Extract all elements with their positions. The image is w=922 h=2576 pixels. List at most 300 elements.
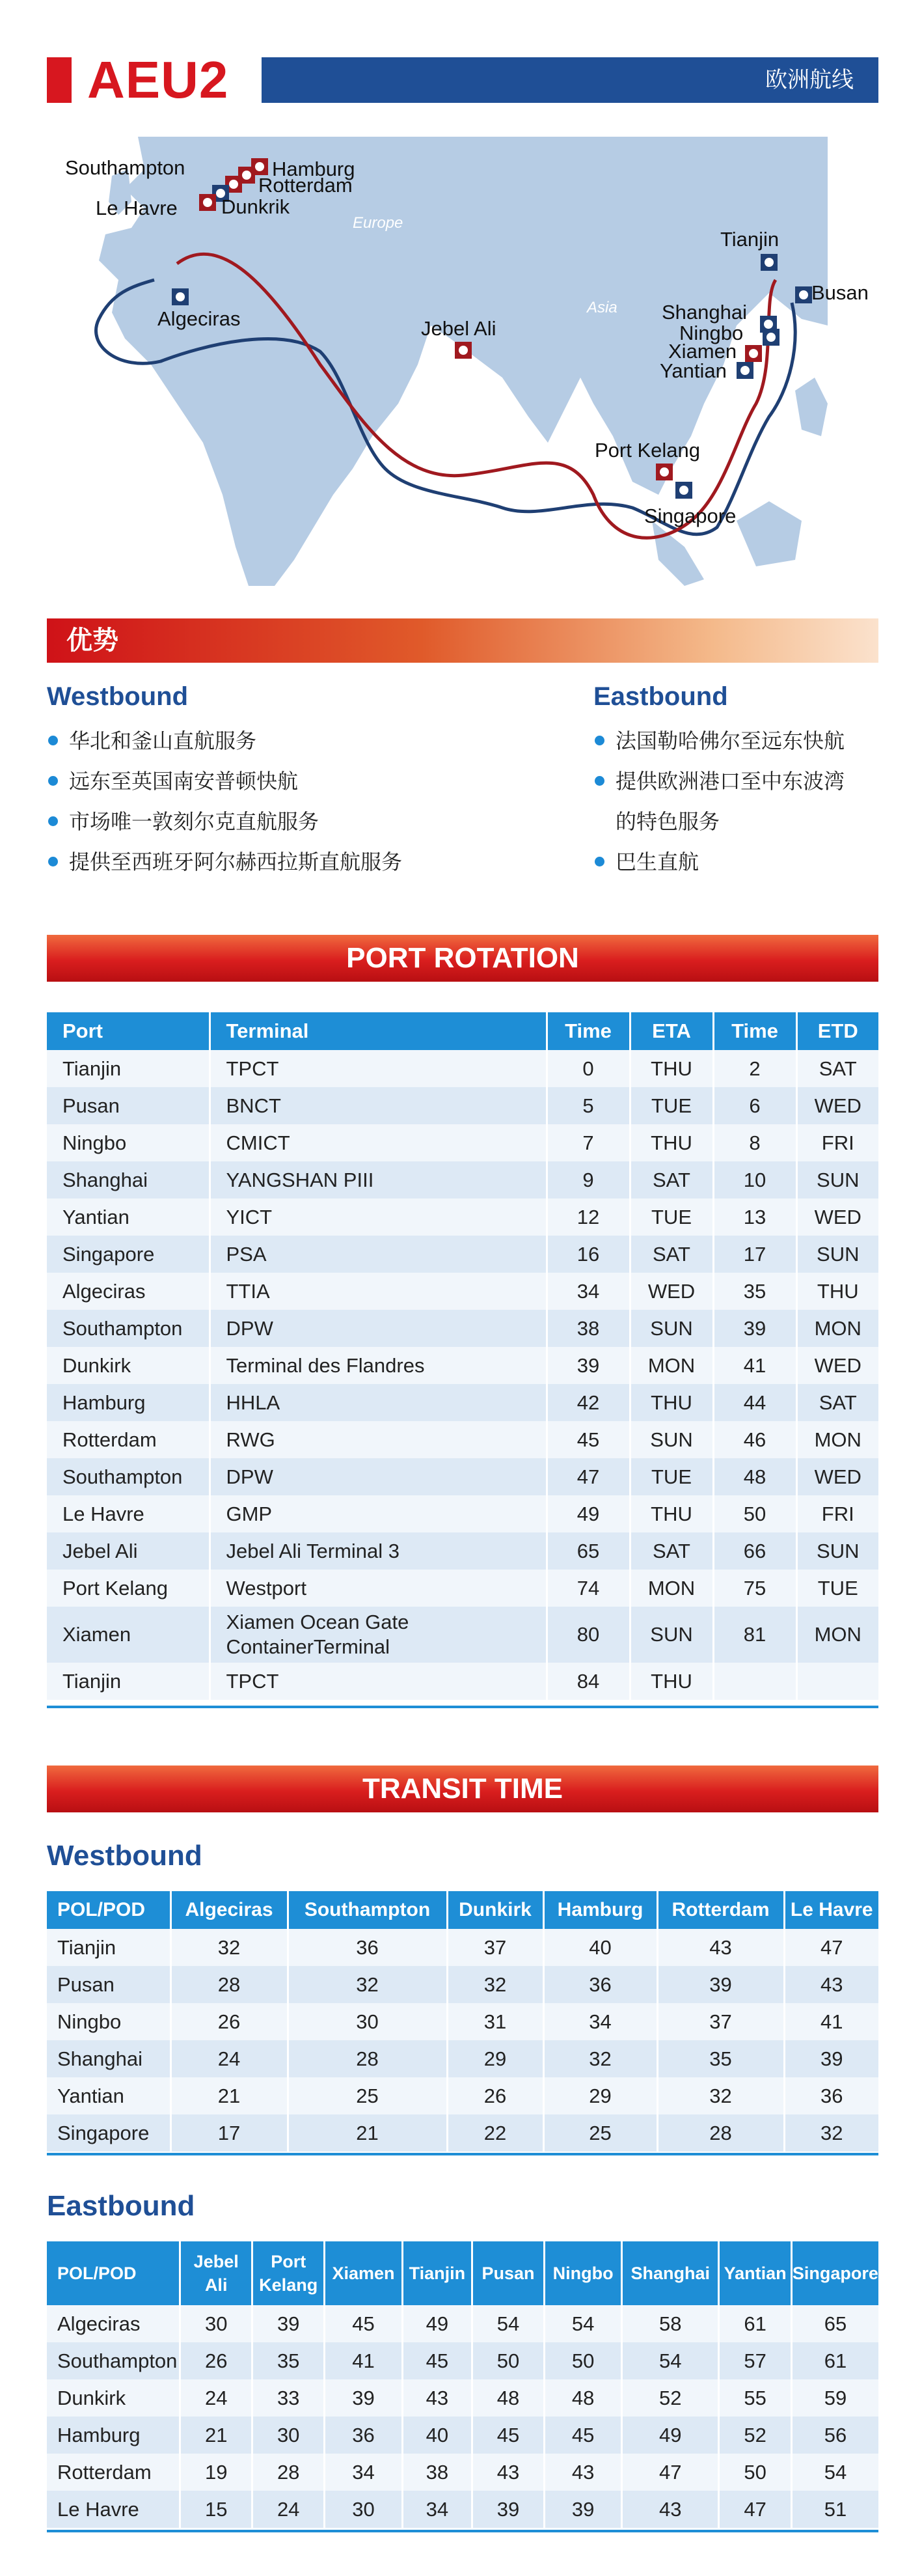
table-cell: TPCT <box>210 1663 547 1700</box>
table-cell: 39 <box>784 2040 878 2077</box>
table-cell: 30 <box>180 2305 252 2342</box>
table-row <box>47 1663 878 1700</box>
column-header: Xiamen <box>325 2241 402 2305</box>
table-cell: WED <box>796 1087 878 1124</box>
column-header: Terminal <box>210 1012 547 1050</box>
table-cell: Port Kelang <box>47 1570 210 1607</box>
port-marker-xiamen <box>745 345 762 362</box>
table-cell: Southampton <box>47 2342 180 2379</box>
table-row <box>47 1273 878 1310</box>
table-cell: SAT <box>630 1236 713 1273</box>
table-cell: 43 <box>784 1966 878 2003</box>
table-cell: 36 <box>325 2417 402 2454</box>
table-cell: 47 <box>547 1458 630 1495</box>
map-label-rotterdam: Rotterdam <box>258 174 353 197</box>
table-cell: 36 <box>288 1929 447 1966</box>
column-header: Dunkirk <box>447 1891 543 1929</box>
list-item: 远东至英国南安普顿快航 <box>47 761 450 801</box>
table-cell: YANGSHAN PIII <box>210 1161 547 1198</box>
bullet-icon <box>48 776 58 786</box>
port-marker-yantian <box>737 362 753 379</box>
bullet-icon <box>48 857 58 866</box>
table-cell: 54 <box>622 2342 719 2379</box>
table-cell: THU <box>630 1663 713 1700</box>
map-label-asia: Asia <box>587 299 617 316</box>
table-cell: 30 <box>252 2417 325 2454</box>
table-cell: 32 <box>657 2077 784 2114</box>
column-header: POL/POD <box>47 1891 170 1929</box>
column-header: Ningbo <box>545 2241 622 2305</box>
table-cell: 45 <box>325 2305 402 2342</box>
table-cell: Ningbo <box>47 2003 170 2040</box>
table-cell: 39 <box>472 2491 545 2528</box>
table-cell: TUE <box>630 1458 713 1495</box>
route-title: 欧洲航线 <box>765 68 854 92</box>
table-cell: 22 <box>447 2114 543 2152</box>
table-cell: 51 <box>791 2491 878 2528</box>
table-cell: 37 <box>657 2003 784 2040</box>
table-row <box>47 1495 878 1532</box>
table-cell: 81 <box>713 1607 796 1663</box>
table-cell: 29 <box>447 2040 543 2077</box>
table-cell: THU <box>796 1273 878 1310</box>
table-cell: SUN <box>796 1236 878 1273</box>
table-header-row <box>47 1012 878 1050</box>
list-item: 市场唯一敦刻尔克直航服务 <box>47 801 450 842</box>
table-cell: SUN <box>630 1421 713 1458</box>
port-marker-singapore <box>675 482 692 499</box>
table-row <box>47 2003 878 2040</box>
table-cell: 65 <box>791 2305 878 2342</box>
table-row <box>47 1347 878 1384</box>
table-cell: 54 <box>472 2305 545 2342</box>
table-cell: 43 <box>657 1929 784 1966</box>
table-cell: 17 <box>170 2114 288 2152</box>
table-cell: 28 <box>170 1966 288 2003</box>
westbound-transit-title: Westbound <box>47 1840 202 1872</box>
table-cell: 47 <box>719 2491 792 2528</box>
map-label-europe: Europe <box>353 214 403 232</box>
table-cell: 52 <box>719 2417 792 2454</box>
table-cell: RWG <box>210 1421 547 1458</box>
table-cell: 44 <box>713 1384 796 1421</box>
port-marker-busan <box>795 286 812 303</box>
table-cell: Terminal des Flandres <box>210 1347 547 1384</box>
table-cell: 48 <box>472 2379 545 2417</box>
table-row <box>47 1087 878 1124</box>
table-row <box>47 1929 878 1966</box>
column-header: Pusan <box>472 2241 545 2305</box>
table-cell: 84 <box>547 1663 630 1700</box>
table-cell: 34 <box>543 2003 657 2040</box>
table-cell: WED <box>796 1458 878 1495</box>
table-row <box>47 1532 878 1570</box>
eastbound-transit-title: Eastbound <box>47 2190 195 2222</box>
table-cell: 39 <box>657 1966 784 2003</box>
column-header: Rotterdam <box>657 1891 784 1929</box>
table-cell: MON <box>796 1310 878 1347</box>
table-cell: BNCT <box>210 1087 547 1124</box>
table-cell: SUN <box>796 1532 878 1570</box>
table-cell: 41 <box>325 2342 402 2379</box>
table-cell: Pusan <box>47 1087 210 1124</box>
table-cell: 25 <box>543 2114 657 2152</box>
table-cell: Tianjin <box>47 1929 170 1966</box>
table-cell: Shanghai <box>47 2040 170 2077</box>
table-cell: SUN <box>630 1310 713 1347</box>
table-cell: 52 <box>622 2379 719 2417</box>
table-row <box>47 2040 878 2077</box>
table-cell: CMICT <box>210 1124 547 1161</box>
table-cell: 8 <box>713 1124 796 1161</box>
table-cell: 34 <box>547 1273 630 1310</box>
table-cell: 75 <box>713 1570 796 1607</box>
table-row <box>47 1384 878 1421</box>
table-cell: SAT <box>630 1532 713 1570</box>
port-marker-lehavre <box>199 194 216 211</box>
table-cell: 43 <box>545 2454 622 2491</box>
table-cell: Hamburg <box>47 1384 210 1421</box>
bullet-icon <box>48 816 58 826</box>
table-bottom-rule <box>47 2153 878 2155</box>
table-cell: 48 <box>713 1458 796 1495</box>
table-cell: Rotterdam <box>47 2454 180 2491</box>
table-cell: 24 <box>252 2491 325 2528</box>
table-cell: 56 <box>791 2417 878 2454</box>
eastbound-advantages-list <box>593 721 880 882</box>
table-cell: 59 <box>791 2379 878 2417</box>
table-cell: TPCT <box>210 1050 547 1087</box>
table-cell: TUE <box>796 1570 878 1607</box>
table-row <box>47 2379 878 2417</box>
westbound-transit-table <box>47 1891 878 2152</box>
port-marker-jebelali <box>455 342 472 359</box>
westbound-advantages-list <box>47 721 450 882</box>
map-label-algeciras: Algeciras <box>157 307 241 330</box>
table-cell: Pusan <box>47 1966 170 2003</box>
table-header-row <box>47 2241 878 2305</box>
port-marker-ningbo <box>763 329 780 346</box>
eastbound-advantages <box>593 682 880 882</box>
table-bottom-rule <box>47 1706 878 1708</box>
column-header: ETA <box>630 1012 713 1050</box>
header-red-block <box>47 57 72 103</box>
table-row <box>47 1310 878 1347</box>
table-cell: Singapore <box>47 1236 210 1273</box>
table-cell: 30 <box>325 2491 402 2528</box>
column-header: Port <box>47 1012 210 1050</box>
table-cell: Yantian <box>47 2077 170 2114</box>
table-cell: 35 <box>657 2040 784 2077</box>
table-cell: 36 <box>784 2077 878 2114</box>
table-cell: 6 <box>713 1087 796 1124</box>
table-cell: 32 <box>543 2040 657 2077</box>
table-cell: 32 <box>288 1966 447 2003</box>
westbound-advantages <box>47 682 450 882</box>
table-cell: 36 <box>543 1966 657 2003</box>
column-header: Time <box>547 1012 630 1050</box>
column-header: Time <box>713 1012 796 1050</box>
table-cell: Hamburg <box>47 2417 180 2454</box>
table-cell: 61 <box>719 2305 792 2342</box>
table-cell: 28 <box>288 2040 447 2077</box>
table-cell: 66 <box>713 1532 796 1570</box>
table-row <box>47 2305 878 2342</box>
table-cell: THU <box>630 1124 713 1161</box>
map-label-xiamen: Xiamen <box>668 340 737 363</box>
table-cell: 32 <box>170 1929 288 1966</box>
table-cell: 39 <box>547 1347 630 1384</box>
table-cell: Le Havre <box>47 2491 180 2528</box>
table-cell: 49 <box>622 2417 719 2454</box>
map-label-yantian: Yantian <box>660 359 727 382</box>
table-cell: 39 <box>252 2305 325 2342</box>
table-cell: Shanghai <box>47 1161 210 1198</box>
table-cell: Le Havre <box>47 1495 210 1532</box>
table-cell: PSA <box>210 1236 547 1273</box>
table-cell: 9 <box>547 1161 630 1198</box>
table-row <box>47 2417 878 2454</box>
table-cell: 26 <box>447 2077 543 2114</box>
column-header: Algeciras <box>170 1891 288 1929</box>
table-cell: 33 <box>252 2379 325 2417</box>
table-cell: TTIA <box>210 1273 547 1310</box>
table-cell: 50 <box>713 1495 796 1532</box>
table-cell <box>713 1663 796 1700</box>
table-cell: WED <box>796 1347 878 1384</box>
advantages-banner <box>47 618 878 663</box>
bullet-icon <box>595 736 604 745</box>
service-code: AEU2 <box>87 51 229 109</box>
table-cell: 24 <box>170 2040 288 2077</box>
table-cell: 28 <box>252 2454 325 2491</box>
table-cell: 7 <box>547 1124 630 1161</box>
map-label-dunkrik: Dunkrik <box>221 195 290 218</box>
table-cell: 80 <box>547 1607 630 1663</box>
table-cell: 29 <box>543 2077 657 2114</box>
table-cell: HHLA <box>210 1384 547 1421</box>
table-cell: 47 <box>784 1929 878 1966</box>
table-cell: 45 <box>402 2342 472 2379</box>
table-cell: 43 <box>402 2379 472 2417</box>
table-cell: Algeciras <box>47 1273 210 1310</box>
table-cell: WED <box>630 1273 713 1310</box>
table-row <box>47 2342 878 2379</box>
table-cell: THU <box>630 1495 713 1532</box>
table-cell: DPW <box>210 1310 547 1347</box>
table-cell: 37 <box>447 1929 543 1966</box>
route-map-svg <box>47 130 869 592</box>
table-cell: Tianjin <box>47 1663 210 1700</box>
table-cell: 65 <box>547 1532 630 1570</box>
table-cell: 2 <box>713 1050 796 1087</box>
table-cell: DPW <box>210 1458 547 1495</box>
table-cell: Yantian <box>47 1198 210 1236</box>
table-cell: Southampton <box>47 1458 210 1495</box>
map-label-tianjin: Tianjin <box>720 228 780 251</box>
table-cell: 26 <box>170 2003 288 2040</box>
table-cell: 46 <box>713 1421 796 1458</box>
port-marker-tianjin <box>761 254 778 271</box>
table-cell: 32 <box>784 2114 878 2152</box>
table-cell: 43 <box>472 2454 545 2491</box>
table-cell: 21 <box>288 2114 447 2152</box>
column-header: Jebel Ali <box>180 2241 252 2305</box>
table-cell: MON <box>796 1421 878 1458</box>
list-item: 华北和釜山直航服务 <box>47 721 450 761</box>
table-cell: 12 <box>547 1198 630 1236</box>
table-row <box>47 1161 878 1198</box>
map-label-southampton: Southampton <box>65 156 185 179</box>
port-rotation-table <box>47 1012 878 1700</box>
table-bottom-rule <box>47 2530 878 2532</box>
table-row <box>47 1570 878 1607</box>
table-cell: 42 <box>547 1384 630 1421</box>
table-cell: 39 <box>713 1310 796 1347</box>
column-header: Singapore <box>791 2241 878 2305</box>
map-label-busan: Busan <box>811 281 869 304</box>
map-label-ningbo: Ningbo <box>679 322 744 344</box>
table-cell: Xiamen <box>47 1607 210 1663</box>
table-cell: 26 <box>180 2342 252 2379</box>
table-cell: 32 <box>447 1966 543 2003</box>
transit-time-banner <box>47 1766 878 1812</box>
port-marker-portkelang <box>656 464 673 480</box>
table-cell: 54 <box>791 2454 878 2491</box>
table-cell: 16 <box>547 1236 630 1273</box>
table-cell: 45 <box>472 2417 545 2454</box>
table-cell: 45 <box>545 2417 622 2454</box>
port-rotation-banner <box>47 935 878 982</box>
table-row <box>47 1966 878 2003</box>
header-bar <box>262 57 878 103</box>
table-cell: 49 <box>547 1495 630 1532</box>
eastbound-advantages-title: Eastbound <box>593 682 728 711</box>
table-cell: 41 <box>713 1347 796 1384</box>
table-cell: 24 <box>180 2379 252 2417</box>
table-cell: 41 <box>784 2003 878 2040</box>
table-cell: 30 <box>288 2003 447 2040</box>
table-header-row <box>47 1891 878 1929</box>
table-cell: 17 <box>713 1236 796 1273</box>
table-cell: 10 <box>713 1161 796 1198</box>
table-row <box>47 1050 878 1087</box>
table-cell: Jebel Ali Terminal 3 <box>210 1532 547 1570</box>
table-cell: SAT <box>796 1050 878 1087</box>
table-cell: Dunkirk <box>47 1347 210 1384</box>
table-cell: 74 <box>547 1570 630 1607</box>
map-label-jebelali: Jebel Ali <box>421 317 496 340</box>
table-cell: SAT <box>630 1161 713 1198</box>
table-cell: TUE <box>630 1198 713 1236</box>
table-cell: 57 <box>719 2342 792 2379</box>
table-cell: Jebel Ali <box>47 1532 210 1570</box>
list-item: 法国勒哈佛尔至远东快航 <box>593 721 880 761</box>
column-header: POL/POD <box>47 2241 180 2305</box>
table-cell: THU <box>630 1050 713 1087</box>
advantages-title: 优势 <box>66 626 118 655</box>
table-cell: THU <box>630 1384 713 1421</box>
table-row <box>47 2454 878 2491</box>
table-cell: 34 <box>325 2454 402 2491</box>
map-label-shanghai: Shanghai <box>662 301 748 324</box>
table-cell: 5 <box>547 1087 630 1124</box>
table-cell: 49 <box>402 2305 472 2342</box>
table-row <box>47 1607 878 1663</box>
table-cell: 48 <box>545 2379 622 2417</box>
table-cell: 34 <box>402 2491 472 2528</box>
column-header: Le Havre <box>784 1891 878 1929</box>
table-cell: 40 <box>543 1929 657 1966</box>
port-rotation-title: PORT ROTATION <box>346 942 579 974</box>
route-map <box>47 130 869 592</box>
table-row <box>47 2077 878 2114</box>
table-cell: Southampton <box>47 1310 210 1347</box>
table-cell: 21 <box>170 2077 288 2114</box>
table-cell: WED <box>796 1198 878 1236</box>
column-header: ETD <box>796 1012 878 1050</box>
table-cell: Rotterdam <box>47 1421 210 1458</box>
list-item: 巴生直航 <box>593 842 880 882</box>
table-cell: 47 <box>622 2454 719 2491</box>
table-cell: MON <box>630 1570 713 1607</box>
table-cell: 38 <box>547 1310 630 1347</box>
map-label-hamburg: Hamburg <box>272 158 355 180</box>
table-cell: MON <box>796 1607 878 1663</box>
table-cell: 55 <box>719 2379 792 2417</box>
list-item: 提供至西班牙阿尔赫西拉斯直航服务 <box>47 842 450 882</box>
bullet-icon <box>595 857 604 866</box>
column-header: Shanghai <box>622 2241 719 2305</box>
table-row <box>47 1124 878 1161</box>
table-cell: 35 <box>252 2342 325 2379</box>
table-cell: FRI <box>796 1124 878 1161</box>
table-cell: Algeciras <box>47 2305 180 2342</box>
table-cell <box>796 1663 878 1700</box>
map-label-portkelang: Port Kelang <box>595 439 700 462</box>
column-header: Port Kelang <box>252 2241 325 2305</box>
table-cell: Westport <box>210 1570 547 1607</box>
table-row <box>47 2491 878 2528</box>
column-header: Southampton <box>288 1891 447 1929</box>
table-cell: 50 <box>719 2454 792 2491</box>
table-cell: 43 <box>622 2491 719 2528</box>
westbound-advantages-title: Westbound <box>47 682 189 711</box>
table-cell: 15 <box>180 2491 252 2528</box>
list-item: 提供欧洲港口至中东波湾 的特色服务 <box>593 761 880 842</box>
bullet-icon <box>48 736 58 745</box>
table-cell: SAT <box>796 1384 878 1421</box>
table-cell: 39 <box>325 2379 402 2417</box>
table-cell: 50 <box>545 2342 622 2379</box>
table-cell: YICT <box>210 1198 547 1236</box>
table-cell: 28 <box>657 2114 784 2152</box>
table-cell: 19 <box>180 2454 252 2491</box>
table-cell: SUN <box>796 1161 878 1198</box>
table-cell: Dunkirk <box>47 2379 180 2417</box>
table-cell: 45 <box>547 1421 630 1458</box>
column-header: Tianjin <box>402 2241 472 2305</box>
table-cell: Ningbo <box>47 1124 210 1161</box>
table-cell: 54 <box>545 2305 622 2342</box>
table-cell: 40 <box>402 2417 472 2454</box>
transit-time-title: TRANSIT TIME <box>362 1773 563 1805</box>
page-header <box>47 51 878 109</box>
table-row <box>47 1458 878 1495</box>
table-cell: 50 <box>472 2342 545 2379</box>
table-row <box>47 1236 878 1273</box>
table-cell: 0 <box>547 1050 630 1087</box>
